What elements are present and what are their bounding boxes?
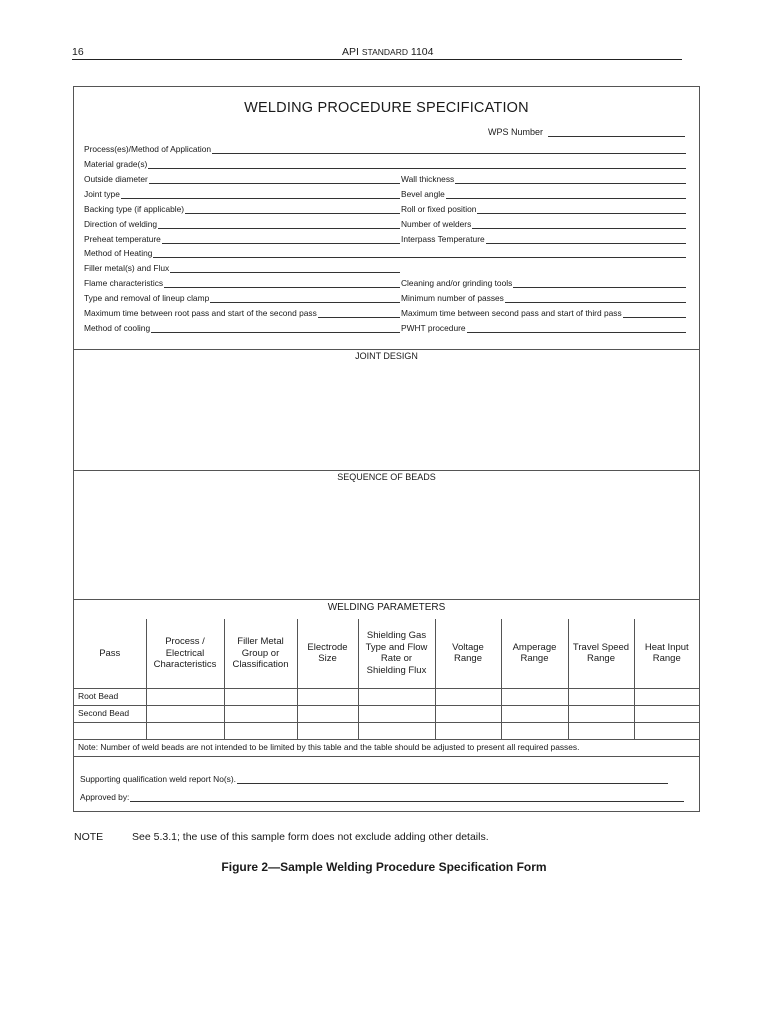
col-header-travel-speed: Travel Speed Range bbox=[568, 619, 634, 688]
field-lineup-clamp[interactable] bbox=[84, 291, 400, 303]
table-cell[interactable] bbox=[358, 705, 435, 722]
field-label: Type and removal of lineup clamp bbox=[84, 293, 210, 303]
table-cell[interactable] bbox=[297, 705, 358, 722]
field-label: Outside diameter bbox=[84, 174, 148, 184]
field-number-of-welders[interactable] bbox=[401, 217, 686, 229]
field-label: Filler metal(s) and Flux bbox=[84, 263, 170, 273]
col-header-amperage: Amperage Range bbox=[501, 619, 568, 688]
table-cell[interactable] bbox=[568, 688, 634, 705]
field-bevel-angle[interactable] bbox=[401, 187, 686, 199]
field-line[interactable] bbox=[162, 235, 400, 244]
wps-number-label: WPS Number bbox=[487, 127, 543, 137]
field-direction-of-welding[interactable] bbox=[84, 217, 400, 229]
field-label: Backing type (if applicable) bbox=[84, 204, 185, 214]
divider-joint-design bbox=[74, 349, 699, 350]
field-label: Minimum number of passes bbox=[401, 293, 504, 303]
field-label: Maximum time between root pass and start of the second pass bbox=[84, 308, 317, 318]
table-cell[interactable] bbox=[435, 688, 501, 705]
field-line[interactable] bbox=[237, 775, 668, 784]
wps-form bbox=[73, 86, 700, 812]
running-title-smallcaps: STANDARD bbox=[361, 47, 408, 57]
field-label: Maximum time between second pass and start of third pass bbox=[401, 308, 622, 318]
col-header-electrode-size: Electrode Size bbox=[297, 619, 358, 688]
field-cleaning-grinding-tools[interactable] bbox=[401, 276, 686, 288]
row-label-second-bead: Second Bead bbox=[74, 705, 146, 722]
col-header-process: Process / Electrical Characteristics bbox=[146, 619, 224, 688]
table-cell[interactable] bbox=[634, 722, 699, 739]
field-line[interactable] bbox=[210, 294, 400, 303]
field-label: Joint type bbox=[84, 189, 120, 199]
field-label: Supporting qualification weld report No(s). bbox=[80, 774, 236, 784]
field-line[interactable] bbox=[623, 309, 686, 318]
field-line[interactable] bbox=[148, 160, 686, 169]
field-line[interactable] bbox=[212, 145, 686, 154]
table-cell[interactable] bbox=[297, 722, 358, 739]
table-row bbox=[74, 722, 699, 739]
field-approved-by[interactable] bbox=[80, 790, 684, 802]
field-label: Cleaning and/or grinding tools bbox=[401, 278, 513, 288]
field-label: Preheat temperature bbox=[84, 234, 161, 244]
field-material-grade[interactable] bbox=[84, 157, 686, 169]
table-cell[interactable] bbox=[435, 705, 501, 722]
field-line[interactable] bbox=[164, 279, 400, 288]
field-label: Number of welders bbox=[401, 219, 472, 229]
table-cell[interactable] bbox=[358, 722, 435, 739]
table-note: Note: Number of weld beads are not intended to be limited by this table and the table should be adjusted to present all required passes. bbox=[78, 742, 580, 752]
field-label: Bevel angle bbox=[401, 189, 445, 199]
table-row bbox=[74, 688, 699, 705]
wps-number-line[interactable] bbox=[548, 128, 685, 137]
table-cell[interactable] bbox=[297, 688, 358, 705]
field-label: Roll or fixed position bbox=[401, 204, 477, 214]
field-line[interactable] bbox=[467, 324, 686, 333]
wps-number-field[interactable] bbox=[488, 127, 685, 137]
table-cell[interactable] bbox=[224, 705, 297, 722]
divider-sequence bbox=[74, 470, 699, 471]
table-cell[interactable] bbox=[501, 722, 568, 739]
table-cell[interactable] bbox=[146, 688, 224, 705]
field-method-of-heating[interactable] bbox=[84, 246, 686, 258]
field-line[interactable] bbox=[151, 324, 400, 333]
field-label: Process(es)/Method of Application bbox=[84, 144, 212, 154]
field-backing-type[interactable] bbox=[84, 202, 400, 214]
field-pwht-procedure[interactable] bbox=[401, 321, 686, 333]
field-label: Approved by: bbox=[80, 792, 130, 802]
field-line[interactable] bbox=[153, 249, 686, 258]
page-header bbox=[72, 44, 682, 60]
table-cell[interactable] bbox=[568, 705, 634, 722]
col-header-heat-input: Heat Input Range bbox=[634, 619, 699, 688]
table-cell[interactable] bbox=[435, 722, 501, 739]
field-line[interactable] bbox=[149, 175, 400, 184]
field-label: Flame characteristics bbox=[84, 278, 164, 288]
welding-parameters-table bbox=[74, 619, 699, 740]
table-header-row bbox=[74, 619, 699, 688]
field-joint-type[interactable] bbox=[84, 187, 400, 199]
field-method-of-cooling[interactable] bbox=[84, 321, 400, 333]
row-label-blank[interactable] bbox=[74, 722, 146, 739]
col-header-shielding: Shielding Gas Type and Flow Rate or Shielding Flux bbox=[358, 619, 435, 688]
table-cell[interactable] bbox=[634, 688, 699, 705]
field-line[interactable] bbox=[477, 205, 686, 214]
field-outside-diameter[interactable] bbox=[84, 172, 400, 184]
field-filler-metal-flux[interactable] bbox=[84, 261, 400, 273]
table-cell[interactable] bbox=[224, 722, 297, 739]
field-line[interactable] bbox=[170, 264, 400, 273]
form-title: WELDING PROCEDURE SPECIFICATION bbox=[244, 100, 529, 116]
table-cell[interactable] bbox=[568, 722, 634, 739]
col-header-voltage: Voltage Range bbox=[435, 619, 501, 688]
running-title bbox=[342, 46, 433, 58]
field-label: Method of cooling bbox=[84, 323, 151, 333]
field-preheat-temperature[interactable] bbox=[84, 232, 400, 244]
table-cell[interactable] bbox=[146, 722, 224, 739]
table-cell[interactable] bbox=[146, 705, 224, 722]
field-line[interactable] bbox=[446, 190, 686, 199]
field-label: Material grade(s) bbox=[84, 159, 148, 169]
sequence-of-beads-title: SEQUENCE OF BEADS bbox=[337, 472, 436, 482]
field-max-time-second-third[interactable] bbox=[401, 306, 686, 318]
field-line[interactable] bbox=[472, 220, 686, 229]
field-flame-characteristics[interactable] bbox=[84, 276, 400, 288]
field-line[interactable] bbox=[121, 190, 400, 199]
table-cell[interactable] bbox=[501, 688, 568, 705]
figure-caption: Figure 2—Sample Welding Procedure Specification Form bbox=[221, 860, 547, 874]
field-line[interactable] bbox=[455, 175, 686, 184]
field-line[interactable] bbox=[158, 220, 400, 229]
welding-parameters-title: WELDING PARAMETERS bbox=[327, 602, 446, 613]
running-title-suffix: 1104 bbox=[407, 46, 434, 58]
table-row bbox=[74, 705, 699, 722]
page-number: 16 bbox=[72, 46, 84, 58]
note-label: NOTE bbox=[74, 831, 104, 843]
field-label: Wall thickness bbox=[401, 174, 455, 184]
col-header-pass: Pass bbox=[74, 619, 146, 688]
field-line[interactable] bbox=[130, 793, 684, 802]
field-process-method[interactable] bbox=[84, 142, 686, 154]
row-label-root-bead: Root Bead bbox=[74, 688, 146, 705]
field-line[interactable] bbox=[505, 294, 686, 303]
field-wall-thickness[interactable] bbox=[401, 172, 686, 184]
field-label: Method of Heating bbox=[84, 248, 153, 258]
field-label: Direction of welding bbox=[84, 219, 158, 229]
field-line[interactable] bbox=[486, 235, 686, 244]
note-text: See 5.3.1; the use of this sample form does not exclude adding other details. bbox=[132, 831, 489, 843]
table-cell[interactable] bbox=[634, 705, 699, 722]
divider-approval bbox=[74, 756, 699, 757]
table-cell[interactable] bbox=[224, 688, 297, 705]
field-max-time-root-second[interactable] bbox=[84, 306, 400, 318]
field-roll-fixed-position[interactable] bbox=[401, 202, 686, 214]
field-minimum-passes[interactable] bbox=[401, 291, 686, 303]
field-label: Interpass Temperature bbox=[401, 234, 485, 244]
table-cell[interactable] bbox=[358, 688, 435, 705]
joint-design-title: JOINT DESIGN bbox=[355, 351, 418, 361]
field-supporting-report[interactable] bbox=[80, 772, 668, 784]
field-interpass-temperature[interactable] bbox=[401, 232, 686, 244]
field-line[interactable] bbox=[513, 279, 686, 288]
running-title-prefix: API bbox=[342, 46, 362, 58]
divider-parameters bbox=[74, 599, 699, 600]
field-line[interactable] bbox=[185, 205, 400, 214]
col-header-filler-metal: Filler Metal Group or Classification bbox=[224, 619, 297, 688]
field-label: PWHT procedure bbox=[401, 323, 466, 333]
field-line[interactable] bbox=[318, 309, 400, 318]
table-cell[interactable] bbox=[501, 705, 568, 722]
